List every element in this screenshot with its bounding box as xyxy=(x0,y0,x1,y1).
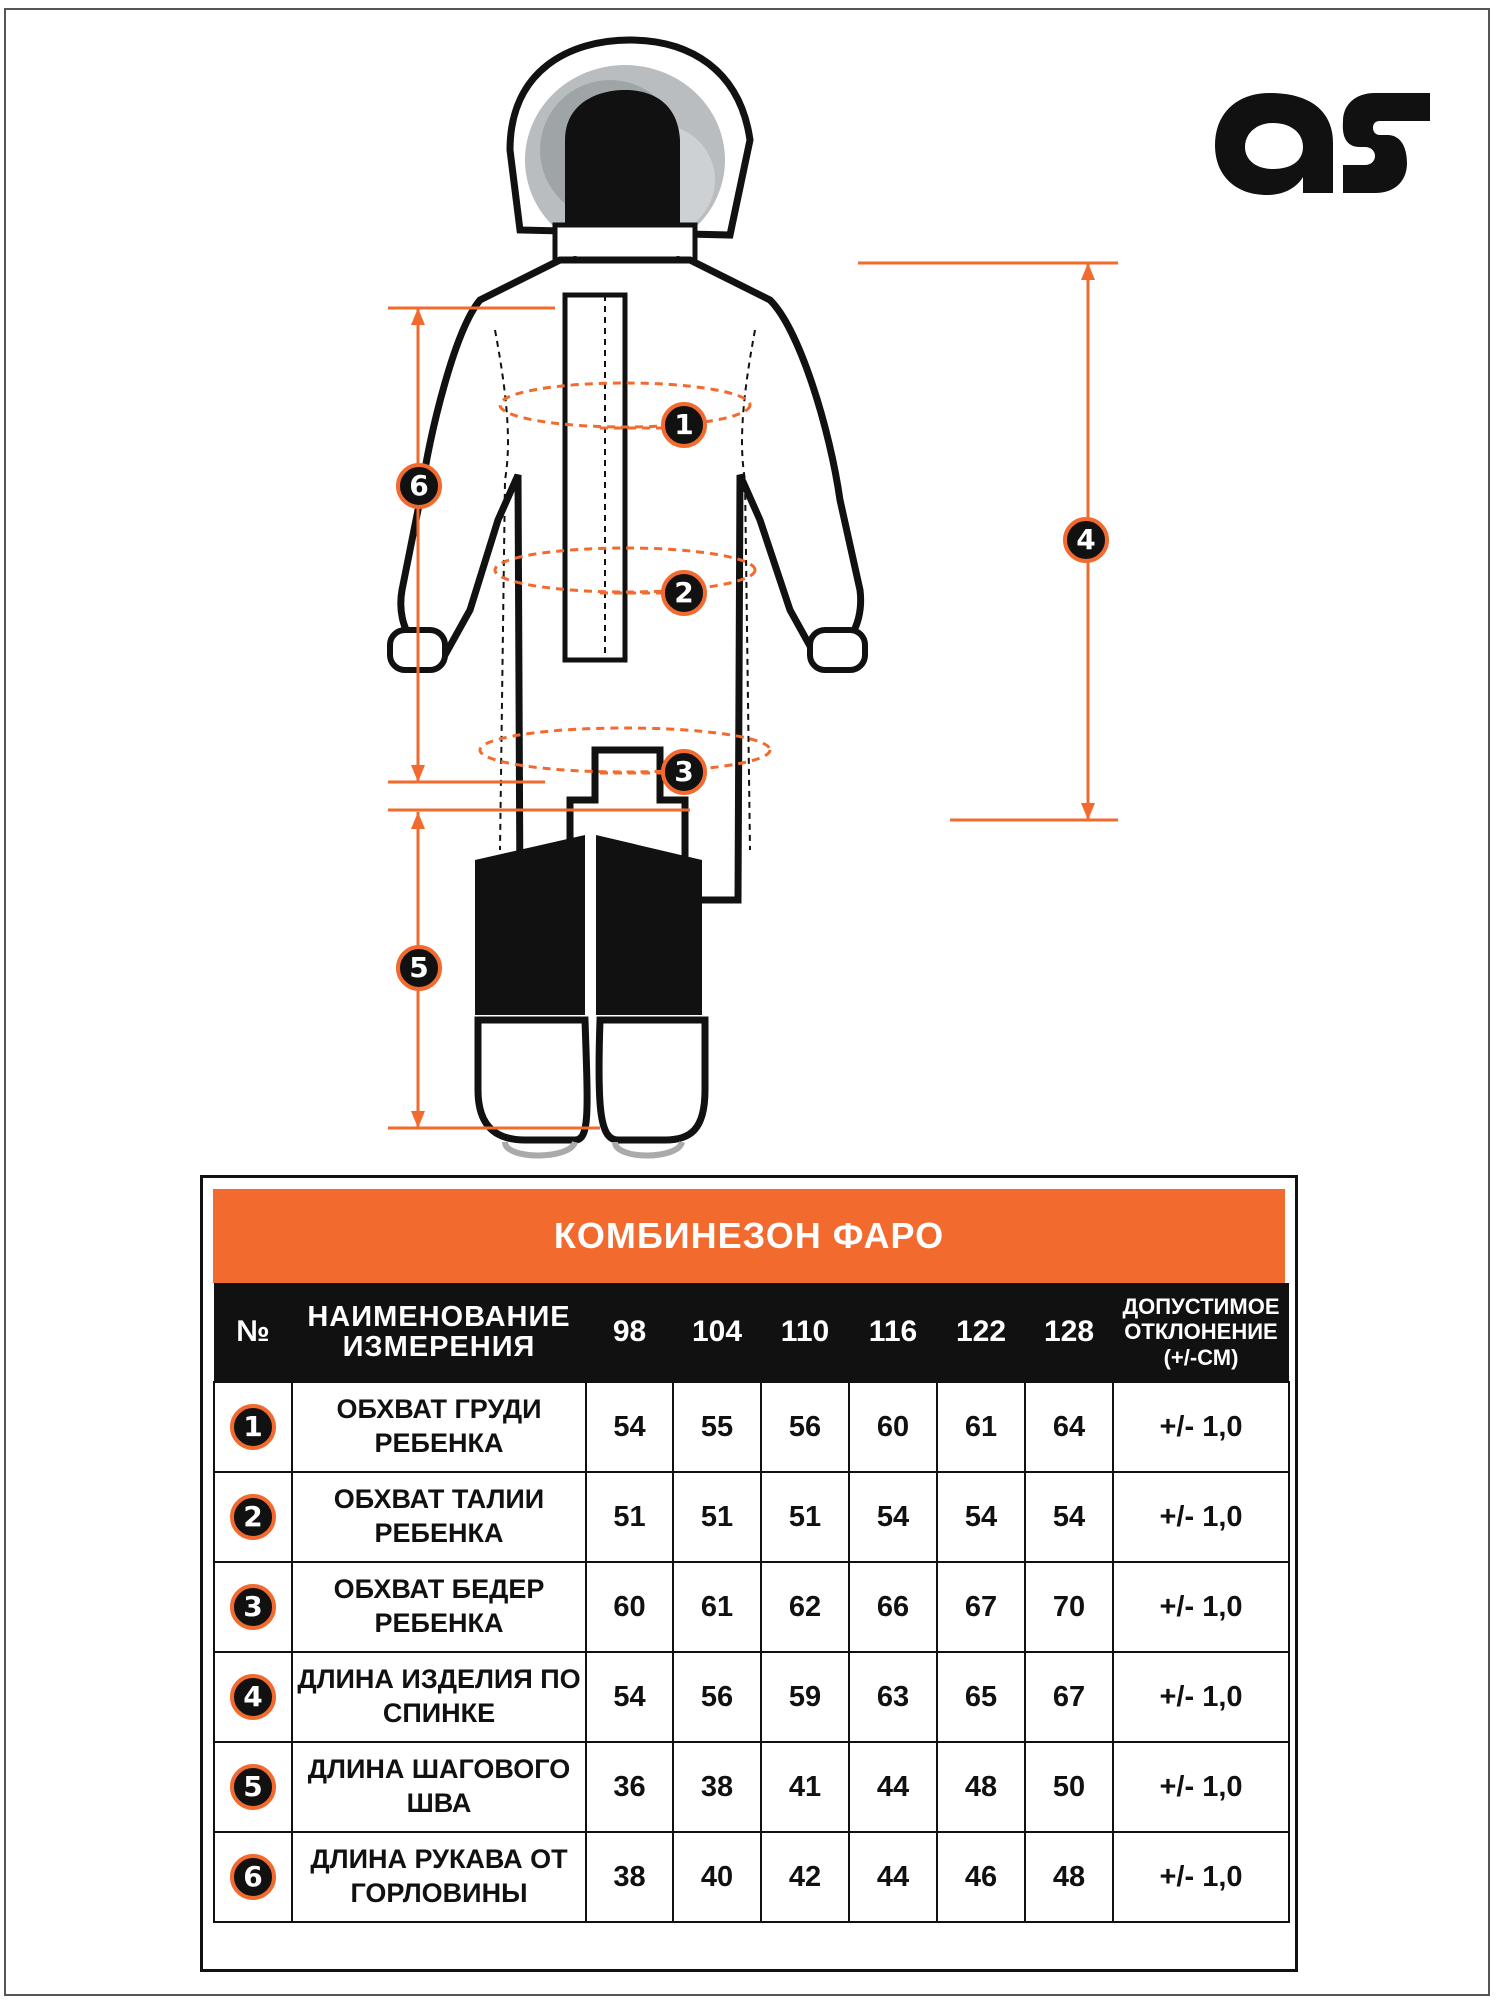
size-value: 60 xyxy=(586,1562,673,1652)
tolerance-value: +/- 1,0 xyxy=(1113,1382,1289,1472)
row-number-cell xyxy=(214,1832,292,1922)
row-number-cell xyxy=(214,1382,292,1472)
measurement-name-line2: ШВА xyxy=(406,1788,472,1818)
header-size: 110 xyxy=(761,1283,849,1382)
row-number-badge: 2 xyxy=(230,1494,276,1540)
size-value: 41 xyxy=(761,1742,849,1832)
size-value: 48 xyxy=(937,1742,1025,1832)
size-value: 65 xyxy=(937,1652,1025,1742)
header-size: 128 xyxy=(1025,1283,1113,1382)
table-title: КОМБИНЕЗОН ФАРО xyxy=(213,1189,1285,1283)
marker-5: 5 xyxy=(396,945,442,991)
row-number-cell xyxy=(214,1742,292,1832)
measurement-name-line1: ДЛИНА РУКАВА ОТ xyxy=(310,1844,568,1875)
size-value: 54 xyxy=(849,1472,937,1562)
row-number-cell xyxy=(214,1472,292,1562)
size-value: 51 xyxy=(586,1472,673,1562)
size-value: 63 xyxy=(849,1652,937,1742)
size-value: 59 xyxy=(761,1652,849,1742)
tolerance-value: +/- 1,0 xyxy=(1113,1562,1289,1652)
size-value: 54 xyxy=(937,1472,1025,1562)
header-name-line1: НАИМЕНОВАНИЕ xyxy=(307,1300,571,1333)
size-value: 44 xyxy=(849,1742,937,1832)
table-row xyxy=(214,1472,1289,1562)
size-value: 54 xyxy=(586,1382,673,1472)
measurement-name-line1: ДЛИНА ШАГОВОГО xyxy=(307,1754,571,1785)
row-number-badge: 1 xyxy=(230,1404,276,1450)
size-value: 61 xyxy=(937,1382,1025,1472)
measurements-table xyxy=(213,1283,1290,1923)
marker-6: 6 xyxy=(396,463,442,509)
table-row xyxy=(214,1742,1289,1832)
tolerance-value: +/- 1,0 xyxy=(1113,1742,1289,1832)
size-value: 50 xyxy=(1025,1742,1113,1832)
size-value: 61 xyxy=(673,1562,761,1652)
size-value: 46 xyxy=(937,1832,1025,1922)
measurement-name-line1: ОБХВАТ БЕДЕР xyxy=(333,1574,545,1605)
size-value: 62 xyxy=(761,1562,849,1652)
measurement-name xyxy=(292,1832,586,1922)
measurement-name xyxy=(292,1382,586,1472)
size-value: 70 xyxy=(1025,1562,1113,1652)
table-row xyxy=(214,1652,1289,1742)
measurement-name-line1: ОБХВАТ ГРУДИ xyxy=(336,1394,542,1425)
size-value: 60 xyxy=(849,1382,937,1472)
measurement-name xyxy=(292,1742,586,1832)
header-tol-line3: (+/-СМ) xyxy=(1163,1344,1239,1370)
marker-1: 1 xyxy=(661,402,707,448)
coverall-diagram xyxy=(360,30,1140,1170)
size-value: 66 xyxy=(849,1562,937,1652)
measurement-name-line1: ДЛИНА ИЗДЕЛИЯ ПО xyxy=(297,1664,581,1695)
size-value: 40 xyxy=(673,1832,761,1922)
header-size: 104 xyxy=(673,1283,761,1382)
size-value: 36 xyxy=(586,1742,673,1832)
header-tol-line2: ОТКЛОНЕНИЕ xyxy=(1124,1319,1278,1345)
row-number-badge: 3 xyxy=(230,1584,276,1630)
size-value: 67 xyxy=(937,1562,1025,1652)
marker-4: 4 xyxy=(1063,517,1109,563)
size-value: 56 xyxy=(673,1652,761,1742)
measurement-name-line1: ОБХВАТ ТАЛИИ xyxy=(333,1484,545,1515)
measurement-name-line2: СПИНКЕ xyxy=(382,1698,496,1728)
size-value: 44 xyxy=(849,1832,937,1922)
measurement-name xyxy=(292,1562,586,1652)
size-value: 55 xyxy=(673,1382,761,1472)
tolerance-value: +/- 1,0 xyxy=(1113,1832,1289,1922)
row-number-cell xyxy=(214,1562,292,1652)
size-value: 64 xyxy=(1025,1382,1113,1472)
size-value: 38 xyxy=(673,1742,761,1832)
table-row xyxy=(214,1832,1289,1922)
row-number-badge: 4 xyxy=(230,1674,276,1720)
row-number-badge: 5 xyxy=(230,1764,276,1810)
measurement-name-line2: РЕБЕНКА xyxy=(374,1518,504,1548)
header-name-line2: ИЗМЕРЕНИЯ xyxy=(342,1331,536,1363)
size-value: 48 xyxy=(1025,1832,1113,1922)
tolerance-value: +/- 1,0 xyxy=(1113,1652,1289,1742)
row-number-cell xyxy=(214,1652,292,1742)
header-size: 116 xyxy=(849,1283,937,1382)
header-size: 98 xyxy=(586,1283,673,1382)
measurement-name-line2: ГОРЛОВИНЫ xyxy=(350,1878,528,1908)
size-value: 51 xyxy=(761,1472,849,1562)
header-tol-line1: ДОПУСТИМОЕ xyxy=(1122,1294,1280,1320)
header-name xyxy=(292,1283,586,1382)
header-no: № xyxy=(214,1283,292,1382)
size-value: 42 xyxy=(761,1832,849,1922)
marker-3: 3 xyxy=(661,749,707,795)
size-value: 54 xyxy=(1025,1472,1113,1562)
tolerance-value: +/- 1,0 xyxy=(1113,1472,1289,1562)
size-value: 67 xyxy=(1025,1652,1113,1742)
size-table xyxy=(200,1175,1298,1972)
brand-logo xyxy=(1215,85,1435,200)
measurement-name xyxy=(292,1652,586,1742)
table-row xyxy=(214,1562,1289,1652)
row-number-badge: 6 xyxy=(230,1854,276,1900)
measurement-name-line2: РЕБЕНКА xyxy=(374,1608,504,1638)
header-tolerance xyxy=(1113,1283,1289,1382)
measurement-name xyxy=(292,1472,586,1562)
header-size: 122 xyxy=(937,1283,1025,1382)
table-header-row xyxy=(214,1283,1289,1382)
size-value: 51 xyxy=(673,1472,761,1562)
size-value: 54 xyxy=(586,1652,673,1742)
size-value: 38 xyxy=(586,1832,673,1922)
marker-2: 2 xyxy=(661,570,707,616)
size-value: 56 xyxy=(761,1382,849,1472)
table-row xyxy=(214,1382,1289,1472)
measurement-name-line2: РЕБЕНКА xyxy=(374,1428,504,1458)
